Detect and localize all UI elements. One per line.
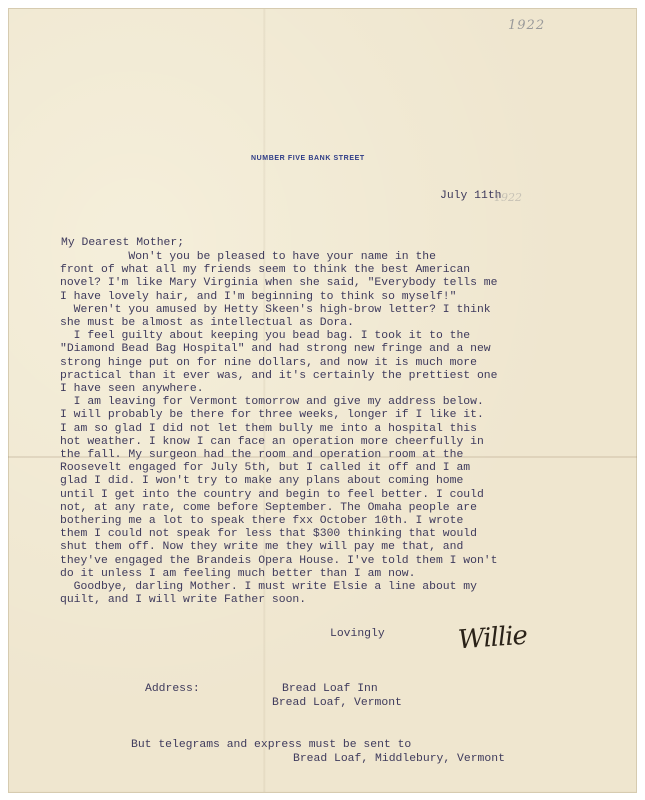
body-line: I will probably be there for three weeks, longer if I like it. <box>60 409 484 422</box>
telegram-line-1: But telegrams and express must be sent to <box>131 739 412 751</box>
body-line: she must be almost as intellectual as Dora. <box>60 317 354 330</box>
body-line: hot weather. I know I can face an operation more cheerfully in <box>60 435 484 448</box>
signature: Willie <box>457 620 528 656</box>
body-line: shut them off. Now they write me they will pay me that, and <box>60 541 464 554</box>
body-line: I am so glad I did not let them bully me into a hospital this <box>60 422 477 435</box>
body-line: them I could not speak for less that $300 thinking that would <box>60 528 477 541</box>
address-label: Address: <box>145 683 200 695</box>
body-line: practical than it ever was, and it's certainly the prettiest one <box>60 369 498 382</box>
body-line: I am leaving for Vermont tomorrow and give my address below. <box>60 396 484 409</box>
address-line-1: Bread Loaf Inn <box>282 683 378 695</box>
letterhead: NUMBER FIVE BANK STREET <box>251 155 365 162</box>
closing: Lovingly <box>330 628 385 640</box>
body-line: quilt, and I will write Father soon. <box>60 594 307 607</box>
salutation: My Dearest Mother; <box>61 237 185 249</box>
address-line-2: Bread Loaf, Vermont <box>272 697 402 709</box>
date-pencil-note: 1922 <box>494 191 522 204</box>
body-line: strong hinge put on for nine dollars, and now it is much more <box>60 356 477 369</box>
body-line: until I get into the country and begin to feel better. I could <box>60 488 484 501</box>
body-line: Roosevelt engaged for July 5th, but I called it off and I am <box>60 462 471 475</box>
body-line: Weren't you amused by Hetty Skeen's high-brow letter? I think <box>60 303 491 316</box>
body-line: I feel guilty about keeping you bead bag. I took it to the <box>60 330 471 343</box>
telegram-line-2: Bread Loaf, Middlebury, Vermont <box>293 753 505 765</box>
body-line: I have lovely hair, and I'm beginning to think so myself!" <box>60 290 457 303</box>
body-line: "Diamond Bead Bag Hospital" and had strong new fringe and a new <box>60 343 491 356</box>
body-line: bothering me a lot to speak there fxx October 10th. I wrote <box>60 515 464 528</box>
body-line: do it unless I am feeling much better than I am now. <box>60 567 416 580</box>
body-line: not, at any rate, come before September. The Omaha people are <box>60 501 477 514</box>
body-line: I have seen anywhere. <box>60 383 204 396</box>
letter-date: July 11th <box>440 190 502 202</box>
letter-body <box>60 251 497 607</box>
body-line: novel? I'm like Mary Virginia when she said, "Everybody tells me <box>60 277 498 290</box>
body-line: front of what all my friends seem to think the best American <box>60 264 471 277</box>
body-line: the fall. My surgeon had the room and operation room at the <box>60 449 464 462</box>
body-line: glad I did. I won't try to make any plans about coming home <box>60 475 464 488</box>
body-line: they've engaged the Brandeis Opera House. I've told them I won't <box>60 554 498 567</box>
pencil-year-note: 1922 <box>508 18 546 33</box>
body-line: Goodbye, darling Mother. I must write Elsie a line about my <box>60 581 477 594</box>
body-line: Won't you be pleased to have your name in the <box>60 251 436 263</box>
